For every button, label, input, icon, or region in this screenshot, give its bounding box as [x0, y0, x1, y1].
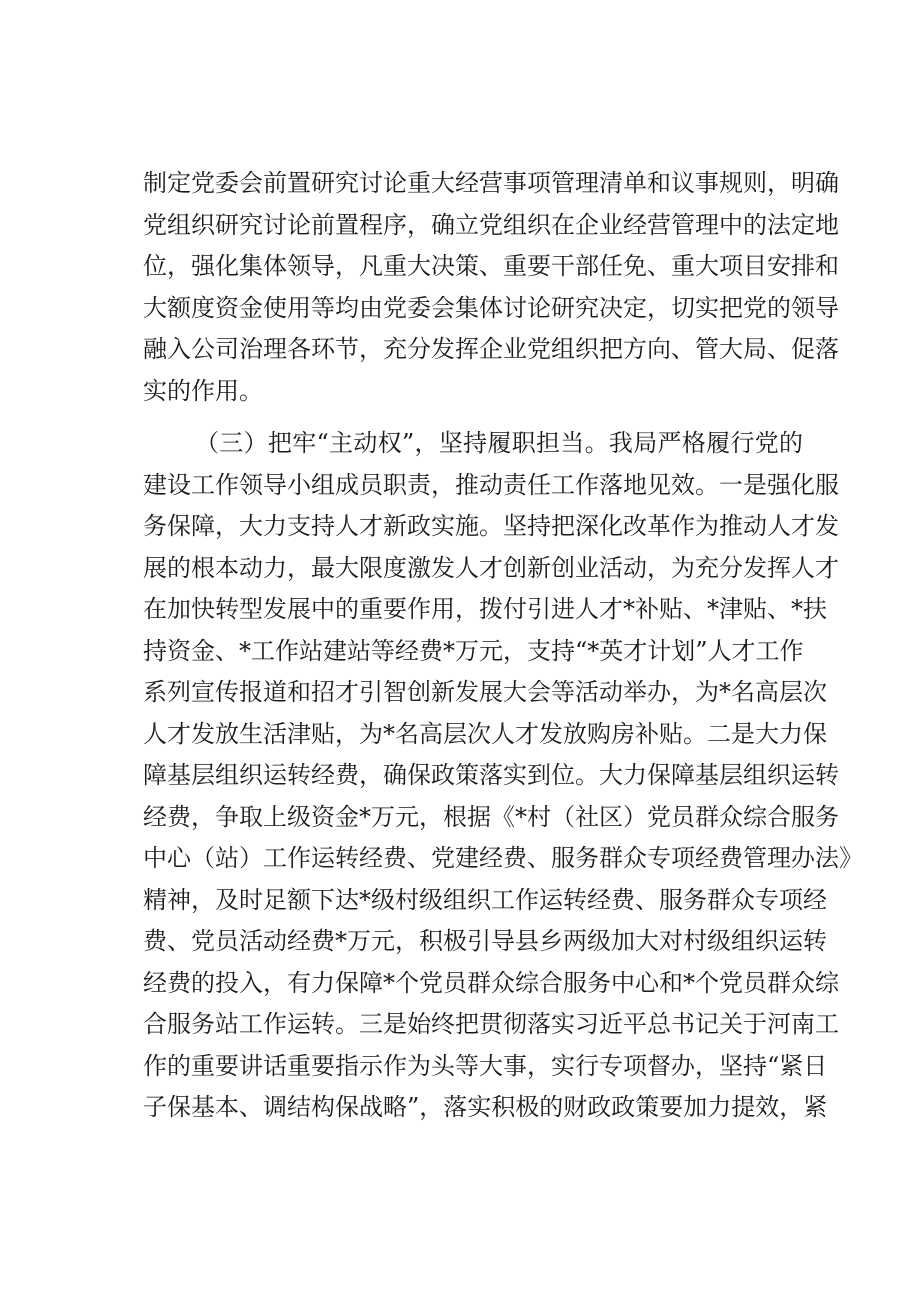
- paragraph-line: 位，强化集体领导，凡重大决策、重要干部任免、重大项目安排和: [143, 252, 839, 280]
- paragraph-line: 建设工作领导小组成员职责，推动责任工作落地见效。一是强化服: [143, 470, 839, 499]
- paragraph-line: 融入公司治理各环节，充分发挥企业党组织把方向、管大局、促落: [143, 335, 839, 363]
- paragraph-line: 作的重要讲话重要指示作为头等大事，实行专项督办，坚持“紧日: [143, 1051, 828, 1080]
- paragraph-1: [143, 163, 839, 412]
- paragraph-2: [143, 423, 863, 1129]
- paragraph-line: 在加快转型发展中的重要作用，拨付引进人才*补贴、*津贴、*扶: [143, 595, 827, 623]
- paragraph-line: 费、党员活动经费*万元，积极引导县乡两级加大对村级组织运转: [143, 927, 827, 955]
- paragraph-line: 务保障，大力支持人才新政实施。坚持把深化改革作为推动人才发: [143, 512, 839, 540]
- paragraph-line: 党组织研究讨论前置程序，确立党组织在企业经营管理中的法定地: [143, 210, 839, 239]
- paragraph-line: 人才发放生活津贴，为*名高层次人才发放购房补贴。二是大力保: [143, 719, 827, 748]
- paragraph-line: 经费，争取上级资金*万元，根据《*村（社区）党员群众综合服务: [143, 802, 839, 831]
- paragraph-line: （三）把牢“主动权”，坚持履职担当。我局严格履行党的: [195, 429, 803, 457]
- paragraph-line: 制定党委会前置研究讨论重大经营事项管理清单和议事规则，明确: [143, 169, 839, 197]
- paragraph-line: 经费的投入，有力保障*个党员群众综合服务中心和*个党员群众综: [143, 968, 839, 997]
- paragraph-line: 中心（站）工作运转经费、党建经费、服务群众专项经费管理办法》: [143, 844, 863, 872]
- paragraph-line: 持资金、*工作站建站等经费*万元，支持“*英才计划”人才工作: [143, 636, 804, 665]
- paragraph-line: 系列宣传报道和招才引智创新发展大会等活动举办，为*名高层次: [143, 678, 827, 706]
- paragraph-line: 精神，及时足额下达*级村级组织工作运转经费、服务群众专项经: [143, 885, 827, 914]
- paragraph-line: 合服务站工作运转。三是始终把贯彻落实习近平总书记关于河南工: [143, 1010, 839, 1038]
- paragraph-line: 大额度资金使用等均由党委会集体讨论研究决定，切实把党的领导: [143, 293, 839, 322]
- paragraph-line: 障基层组织运转经费，确保政策落实到位。大力保障基层组织运转: [143, 761, 839, 789]
- paragraph-line: 展的根本动力，最大限度激发人才创新创业活动，为充分发挥人才: [143, 553, 839, 582]
- paragraph-line: 实的作用。: [143, 376, 263, 405]
- paragraph-line: 子保基本、调结构保战略”，落实积极的财政政策要加力提效，紧: [143, 1093, 828, 1121]
